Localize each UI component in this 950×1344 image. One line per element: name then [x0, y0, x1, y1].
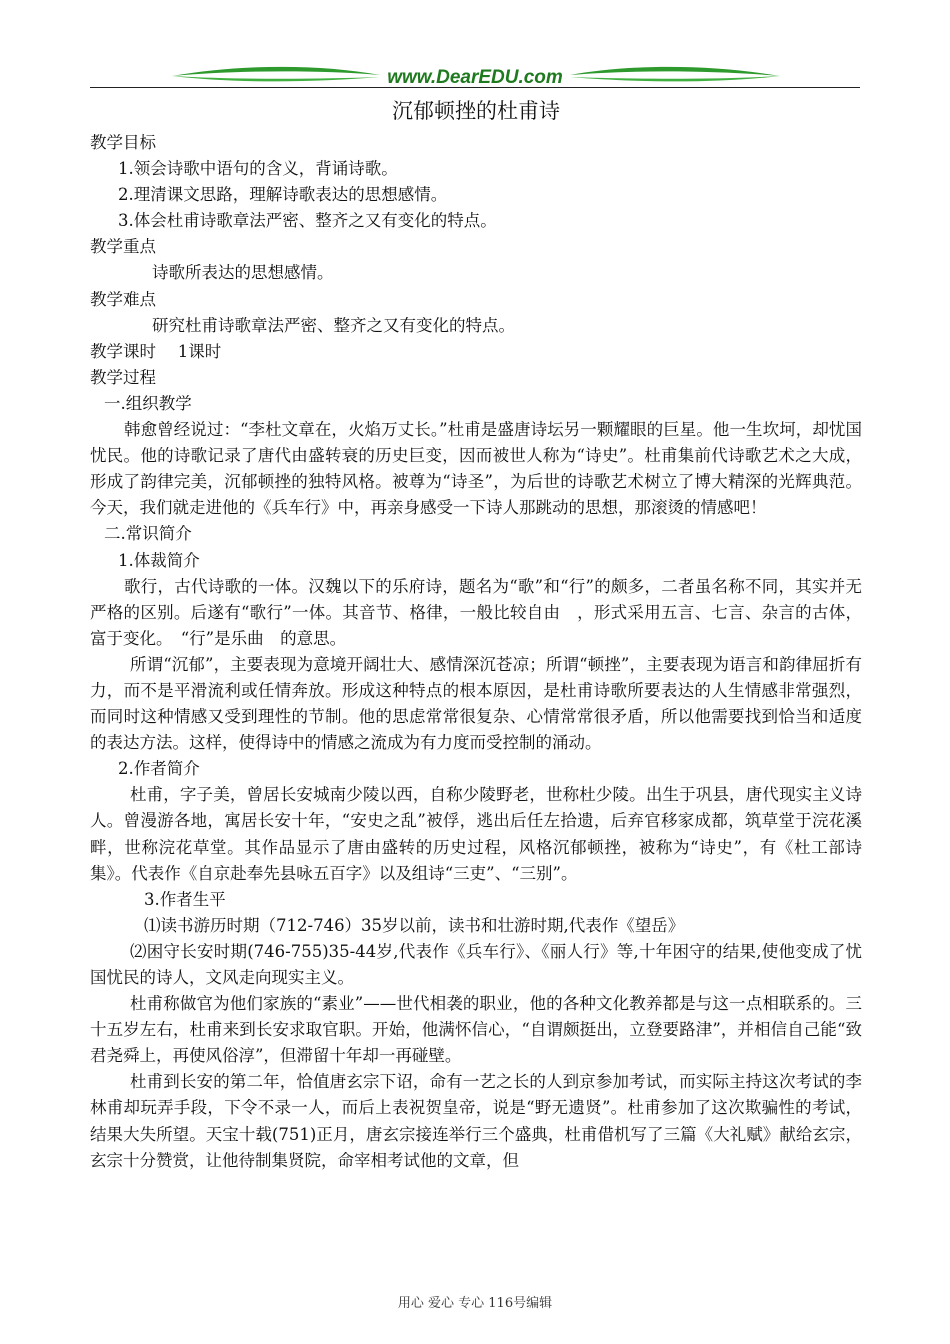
paragraph: 1.领会诗歌中语句的含义，背诵诗歌。: [118, 159, 398, 179]
paragraph: 3.作者生平: [144, 889, 226, 909]
paragraph: 教学课时 1课时: [90, 341, 222, 361]
page-footer: 用心 爱心 专心 116号编辑: [397, 1296, 553, 1311]
paragraph: 歌行，古代诗歌的一体。汉魏以下的乐府诗，题名为“歌”和“行”的颇多，二者虽名称不同，其实并无严格的区别。后遂有“歌行”一体。其音节、格律，一般比较自由 ，形式采用五言、七言、杂言的古体，富于变化。 “行”是乐曲 的意思。: [90, 576, 862, 648]
paragraph: 教学重点: [90, 237, 156, 257]
site-url-text: www.DearEDU.com: [387, 67, 563, 88]
paragraph: 诗歌所表达的思想感情。: [152, 263, 334, 283]
paragraph: 教学过程: [90, 367, 156, 387]
paragraph: 教学难点: [90, 289, 156, 309]
paragraph: 韩愈曾经说过：“李杜文章在，火焰万丈长。”杜甫是盛唐诗坛另一颗耀眼的巨星。他一生坎坷，却忧国忧民。他的诗歌记录了唐代由盛转衰的历史巨变，因而被世人称为“诗史”。杜甫集前代诗歌艺术之大成，形成了韵律完美，沉郁顿挫的独特风格。被尊为“诗圣”，为后世的诗歌艺术树立了博大精深的光辉典范。今天，我们就走进他的《兵车行》中，再亲身感受一下诗人那跳动的思想，那滚烫的情感吧！: [90, 420, 862, 518]
paragraph: 2.作者简介: [118, 759, 200, 779]
paragraph: 研究杜甫诗歌章法严密、整齐之又有变化的特点。: [152, 315, 515, 335]
document-title: 沉郁顿挫的杜甫诗: [392, 99, 560, 123]
paragraph: 杜甫，字子美，曾居长安城南少陵以西，自称少陵野老，世称杜少陵。出生于巩县，唐代现实主义诗人。曾漫游各地，寓居长安十年，“安史之乱”被俘，逃出后任左拾遗，后弃官移家成都，筑草堂于浣花溪畔，世称浣花草堂。其作品显示了唐由盛转的历史过程，风格沉郁顿挫，被称为“诗史”，有《杜工部诗集》。代表作《自京赴奉先县咏五百字》以及组诗“三吏”、“三别”。: [90, 785, 862, 883]
paragraph: 2.理清课文思路，理解诗歌表达的思想感情。: [118, 185, 448, 205]
header-divider: [90, 87, 860, 88]
paragraph: ⑵困守长安时期(746-755)35-44岁,代表作《兵车行》、《丽人行》等,十年困守的结果,使他变成了忧国忧民的诗人，文风走向现实主义。: [90, 941, 862, 987]
paragraph: 1.体裁简介: [118, 550, 200, 570]
paragraph: 所谓“沉郁”，主要表现为意境开阔壮大、感情深沉苍凉；所谓“顿挫”，主要表现为语言和韵律屈折有力，而不是平滑流利或任情奔放。形成这种特点的根本原因，是杜甫诗歌所要表达的人生情感非常强烈，而同时这种情感又受到理性的节制。他的思虑常常很复杂、心情常常很矛盾，所以他需要找到恰当和适度的表达方法。这样，使得诗中的情感之流成为有力度而受控制的涌动。: [90, 654, 862, 753]
paragraph: 杜甫称做官为他们家族的“素业”——世代相袭的职业，他的各种文化教养都是与这一点相联系的。三十五岁左右，杜甫来到长安求取官职。开始，他满怀信心，“自谓颇挺出，立登要路津”，并相信自己能“致君尧舜上，再使风俗淳”，但滞留十年却一再碰壁。: [90, 994, 862, 1066]
paragraph: 二.常识简介: [104, 524, 192, 544]
paragraph: 3.体会杜甫诗歌章法严密、整齐之又有变化的特点。: [118, 211, 497, 231]
paragraph: ⑴读书游历时期（712-746）35岁以前，读书和壮游时期,代表作《望岳》: [144, 915, 685, 935]
paragraph: 一.组织教学: [104, 393, 192, 413]
paragraph: 杜甫到长安的第二年，恰值唐玄宗下诏，命有一艺之长的人到京参加考试，而实际主持这次考试的李林甫却玩弄手段，下令不录一人，而后上表祝贺皇帝，说是“野无遗贤”。杜甫参加了这次欺骗性的考试，结果大失所望。天宝十载(751)正月，唐玄宗接连举行三个盛典，杜甫借机写了三篇《大礼赋》献给玄宗，玄宗十分赞赏，让他待制集贤院，命宰相考试他的文章，但: [90, 1072, 862, 1170]
document-body: [90, 96, 862, 1174]
paragraph-list: [90, 130, 862, 1174]
paragraph: 教学目标: [90, 133, 156, 152]
